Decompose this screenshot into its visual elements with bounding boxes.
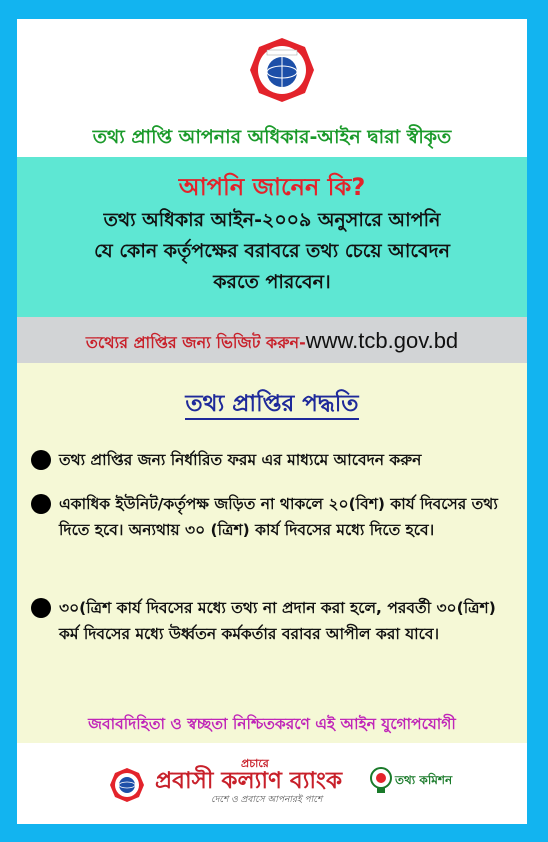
subtitle: তথ্য প্রাপ্তি আপনার অধিকার-আইন দ্বারা স্বীকৃত	[92, 126, 452, 148]
list-item	[31, 491, 517, 543]
sponsor-label: প্রচারে	[241, 757, 269, 770]
list-item-text: একাধিক ইউনিট/কর্তৃপক্ষ জড়িত না থাকলে ২০(বিশ) কার্য দিবসের তথ্য দিতে হবে। অন্যথায় ৩০ (ত্রিশ) কার্য দিবসের মধ্যে দিতে হবে।	[59, 495, 498, 539]
commission-logo-icon	[370, 766, 392, 794]
visit-section	[17, 317, 527, 363]
bullet-icon	[31, 450, 51, 470]
poster	[17, 19, 527, 824]
visit-line	[17, 328, 527, 357]
question-line: করতে পারবেন।	[213, 271, 331, 293]
question-line: যে কোন কর্তৃপক্ষের বরাবরে তথ্য চেয়ে আবেদন	[94, 240, 450, 262]
bank-tagline: দেশে ও প্রবাসে আপনারই পাশে	[211, 795, 323, 805]
method-section	[17, 363, 527, 743]
information-commission-logo	[249, 37, 315, 103]
method-title-text: তথ্য প্রাপ্তির পদ্ধতি	[185, 391, 358, 420]
website-url: www.tcb.gov.bd	[305, 328, 459, 353]
commission-name: তথ্য কমিশন	[395, 773, 453, 787]
list-item-text: তথ্য প্রাপ্তির জন্য নির্ধারিত ফরম এর মাধ্যমে আবেদন করুন	[59, 451, 422, 469]
list-item	[31, 595, 517, 647]
bullet-icon	[31, 598, 51, 618]
list-item	[31, 447, 517, 473]
method-title	[17, 385, 527, 424]
question-line: তথ্য অধিকার আইন-২০০৯ অনুসারে আপনি	[103, 209, 441, 231]
question-title: আপনি জানেন কি?	[178, 173, 366, 201]
closing-statement: জবাবদিহিতা ও স্বচ্ছতা নিশ্চিতকরণে এই আইন যুগোপযোগী	[88, 715, 456, 733]
question-section	[17, 157, 527, 317]
bank-name: প্রবাসী কল্যাণ ব্যাংক	[155, 768, 343, 794]
visit-text: তথ্যের প্রাপ্তির জন্য ভিজিট করুন-	[85, 333, 306, 352]
list-item-text: ৩০(ত্রিশ কার্য দিবসের মধ্যে তথ্য না প্রদান করা হলে, পরবর্তী ৩০(ত্রিশ) কর্ম দিবসের মধ্যে উর্ধ্বতন কর্মকর্তার বরাবর আপীল করা যাবে।	[59, 599, 496, 643]
question-body	[37, 205, 507, 298]
bullet-icon	[31, 494, 51, 514]
bank-logo-icon	[109, 767, 145, 803]
